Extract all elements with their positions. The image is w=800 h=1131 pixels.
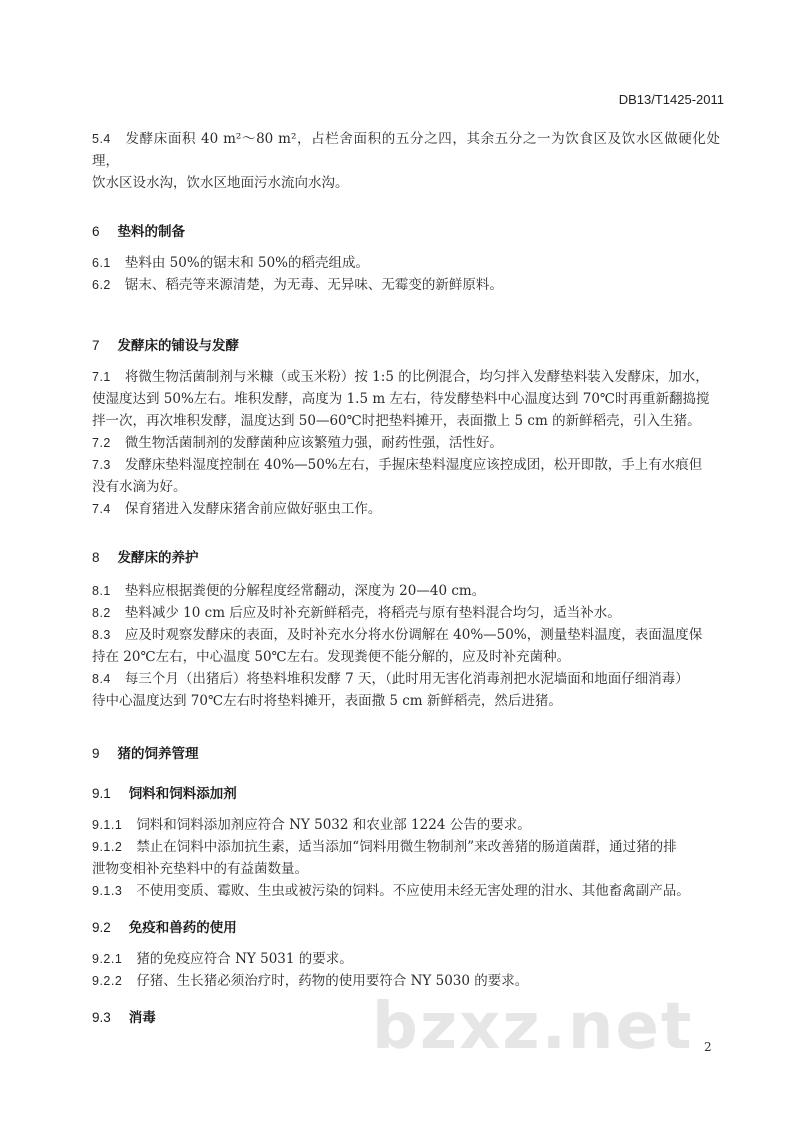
clause-7-4 xyxy=(92,498,720,520)
clause-text: 锯末、稻壳等来源清楚，为无毒、无异味、无霉变的新鲜原料。 xyxy=(124,277,503,293)
clause-text: 仔猪、生长猪必须治疗时，药物的使用要符合 NY 5030 的要求。 xyxy=(136,973,529,989)
clause-number: 7.2 xyxy=(92,436,111,450)
clause-text: 每三个月（出猪后）将垫料堆积发酵 7 天，（此时用无害化消毒剂把水泥墙面和地面仔细消毒） xyxy=(124,671,689,687)
clause-number: 9.1.3 xyxy=(92,884,123,898)
page-number: 2 xyxy=(704,1040,712,1054)
clause-text: 发酵床垫料湿度控制在 40%—50%左右，手握床垫料湿度应该控成团，松开即散，手上有水痕但 xyxy=(124,457,703,473)
section-6-items xyxy=(92,252,720,296)
clause-text-continued: 使湿度达到 50%左右。堆积发酵，高度为 1.5 m 左右，待发酵垫料中心温度达到 70℃时再重新翻捣搅 xyxy=(92,391,710,407)
document-body xyxy=(92,128,720,1026)
clause-number: 9.2.2 xyxy=(92,974,123,988)
clause-9-1-1 xyxy=(92,814,720,836)
subsection-title: 饲料和饲料添加剂 xyxy=(128,786,237,801)
subsection-number: 9.1 xyxy=(92,786,111,801)
clause-number: 6.1 xyxy=(92,256,111,270)
section-title: 垫料的制备 xyxy=(117,224,186,239)
section-heading-7 xyxy=(92,334,720,354)
clause-text: 将微生物活菌制剂与米糠（或玉米粉）按 1:5 的比例混合，均匀拌入发酵垫料装入发酵床，加水， xyxy=(124,369,709,385)
document-code: DB13/T1425-2011 xyxy=(618,92,724,107)
subsection-9-2-items xyxy=(92,948,720,992)
clause-text: 应及时观察发酵床的表面，及时补充水分将水份调解在 40%—50%，测量垫料温度，表面温度保 xyxy=(124,627,703,643)
clause-number: 9.1.2 xyxy=(92,840,123,854)
clause-text: 禁止在饲料中添加抗生素，适当添加“饲料用微生物制剂”来改善猪的肠道菌群，通过猪的排 xyxy=(136,839,677,855)
clause-text: 垫料由 50%的锯末和 50%的稻壳组成。 xyxy=(124,255,369,271)
clause-9-1-2 xyxy=(92,836,720,880)
section-number: 7 xyxy=(92,338,100,353)
clause-number: 7.3 xyxy=(92,458,111,472)
watermark: bzxz.net xyxy=(372,990,694,1064)
clause-text-continued: 没有水滴为好。 xyxy=(92,479,187,495)
clause-number: 8.4 xyxy=(92,672,111,686)
section-number: 8 xyxy=(92,550,100,565)
clause-8-1 xyxy=(92,580,720,602)
section-number: 6 xyxy=(92,224,100,239)
section-title: 猪的饲养管理 xyxy=(117,746,199,761)
clause-text-continued: 泄物变相补充垫料中的有益菌数量。 xyxy=(92,861,308,877)
clause-6-1 xyxy=(92,252,720,274)
section-title: 发酵床的养护 xyxy=(117,550,199,565)
subsection-9-1-items xyxy=(92,814,720,902)
clause-text: 饲料和饲料添加剂应符合 NY 5032 和农业部 1224 公告的要求。 xyxy=(136,817,531,833)
clause-7-1 xyxy=(92,366,720,432)
subsection-title: 免疫和兽药的使用 xyxy=(128,920,237,935)
subsection-heading-9-2 xyxy=(92,916,720,936)
clause-text: 微生物活菌制剂的发酵菌种应该繁殖力强，耐药性强，活性好。 xyxy=(124,435,503,451)
clause-text: 保育猪进入发酵床猪舍前应做好驱虫工作。 xyxy=(124,501,382,517)
subsection-heading-9-1 xyxy=(92,782,720,802)
subsection-title: 消毒 xyxy=(128,1010,156,1025)
clause-number: 8.1 xyxy=(92,584,111,598)
section-title: 发酵床的铺设与发酵 xyxy=(117,338,240,353)
clause-text-continued: 待中心温度达到 70℃左右时将垫料摊开，表面撒 5 cm 新鲜稻壳，然后进猪。 xyxy=(92,693,562,709)
clause-7-3 xyxy=(92,454,720,498)
clause-number: 7.1 xyxy=(92,370,111,384)
clause-5-4 xyxy=(92,128,720,194)
clause-text-continued: 持在 20℃左右，中心温度 50℃左右。发现粪便不能分解的，应及时补充菌种。 xyxy=(92,649,571,665)
section-7-items xyxy=(92,366,720,520)
clause-9-1-3 xyxy=(92,880,720,902)
clause-number: 5.4 xyxy=(92,132,111,146)
clause-text: 不使用变质、霉败、生虫或被污染的饲料。不应使用未经无害处理的泔水、其他畜禽副产品。 xyxy=(136,883,690,899)
clause-text: 猪的免疫应符合 NY 5031 的要求。 xyxy=(136,951,353,967)
section-number: 9 xyxy=(92,746,100,761)
clause-8-4 xyxy=(92,668,720,712)
subsection-number: 9.3 xyxy=(92,1010,111,1025)
clause-9-2-2 xyxy=(92,970,720,992)
clause-number: 8.3 xyxy=(92,628,111,642)
section-heading-6 xyxy=(92,220,720,240)
clause-number: 8.2 xyxy=(92,606,111,620)
clause-9-2-1 xyxy=(92,948,720,970)
section-heading-9 xyxy=(92,742,720,762)
clause-number: 9.2.1 xyxy=(92,952,123,966)
clause-8-3 xyxy=(92,624,720,668)
clause-text: 垫料应根据粪便的分解程度经常翻动，深度为 20—40 cm。 xyxy=(124,583,486,599)
clause-7-2 xyxy=(92,432,720,454)
subsection-number: 9.2 xyxy=(92,920,111,935)
section-heading-8 xyxy=(92,546,720,566)
clause-number: 9.1.1 xyxy=(92,818,123,832)
clause-number: 6.2 xyxy=(92,278,111,292)
clause-number: 7.4 xyxy=(92,502,111,516)
clause-8-2 xyxy=(92,602,720,624)
section-8-items xyxy=(92,580,720,712)
clause-text-continued: 饮水区设水沟，饮水区地面污水流向水沟。 xyxy=(92,175,349,191)
clause-6-2 xyxy=(92,274,720,296)
clause-text: 发酵床面积 40 m²～80 m²，占栏舍面积的五分之四，其余五分之一为饮食区及饮水区做硬化处理， xyxy=(92,131,720,169)
clause-text-continued: 拌一次，再次堆积发酵，温度达到 50—60℃时把垫料摊开，表面撒上 5 cm 的新鲜稻壳，引入生猪。 xyxy=(92,413,701,429)
clause-text: 垫料减少 10 cm 后应及时补充新鲜稻壳，将稻壳与原有垫料混合均匀，适当补水。 xyxy=(124,605,621,621)
